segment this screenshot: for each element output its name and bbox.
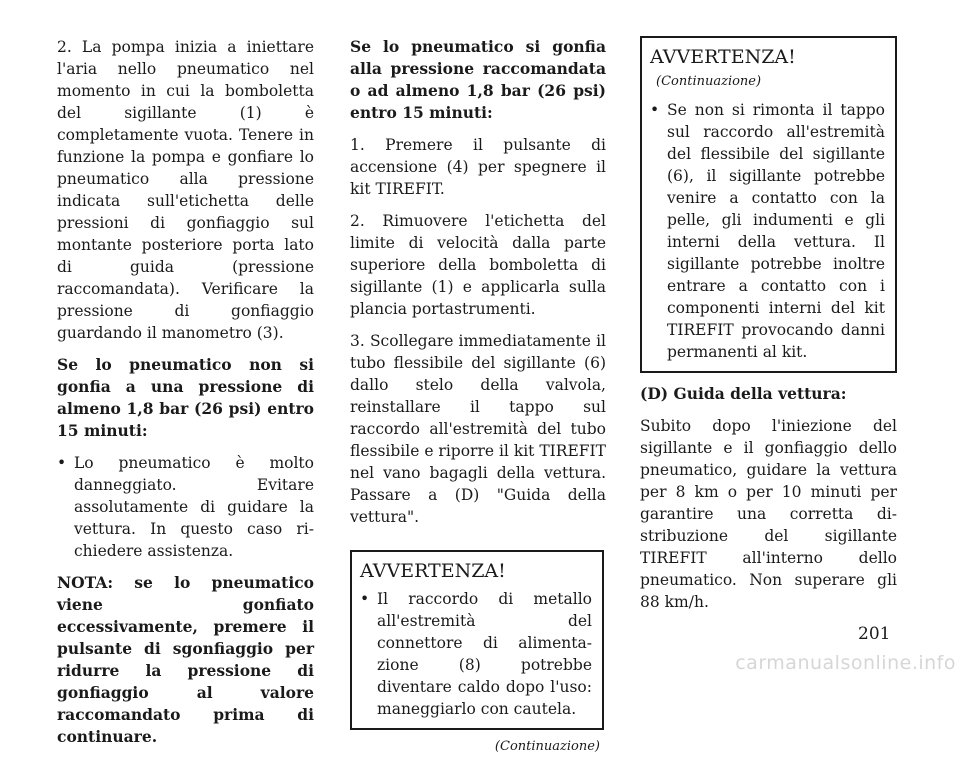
bullet-list [57, 452, 314, 562]
warning-box-continued [640, 36, 897, 373]
warning-bullets-continued [650, 99, 885, 363]
heading-inflating-ok: Se lo pneumatico si gonfia alla pressione raccomandata o ad almeno 1,8 bar (26 psi) entro 15 minuti: [350, 37, 606, 122]
warning-bullet-cap: • Se non si rimonta il tappo sul raccordo all'estremità del flessibile del sigillante (6), il sigillante potrebbe venire a contatto con la pelle, gli indumenti e gli interni della vettura. Il sigillante potrebbe inoltre entrare a contatto con i componenti interni del kit TIREFIT provocando danni permanenti al kit. [650, 99, 885, 363]
continuation-note: (Continuazione) [494, 739, 600, 754]
column-right [640, 36, 897, 623]
warning-title-continued [650, 46, 885, 93]
warning-box [350, 550, 604, 730]
warning-continued-label: (Continuazione) [656, 74, 762, 89]
bullet-item-damaged-tire: • Lo pneumatico è molto danneggiato. Evitare assolutamente di guidare la vettura. In questo caso richiedere assistenza. [57, 452, 314, 562]
column-middle [350, 36, 606, 758]
heading-not-inflating: Se lo pneumatico non si gonfia a una pressione di almeno 1,8 bar (26 psi) entro 15 minuti: [57, 355, 314, 440]
page-number: 201 [858, 624, 891, 644]
heading-driving: (D) Guida della vettura: [640, 384, 847, 403]
step-1: 1. Premere il pulsante di accensione (4) per spegnere il kit TIREFIT. [350, 136, 606, 198]
step-2: 2. Rimuovere l'etichetta del limite di velocità dalla parte superiore della bomboletta di sigillante (1) e applicarla sulla plancia portastrumenti. [350, 212, 606, 318]
note-overinflated: NOTA: se lo pneumatico viene gonfiato eccessivamente, premere il pulsante di sgonfiaggio per ridurre la pressione di gonfiaggio al valore raccomandato prima di continuare. [57, 573, 314, 746]
warning-title-text: AVVERTENZA! [650, 46, 796, 68]
paragraph-driving: Subito dopo l'iniezione del sigillante e il gonfiaggio dello pneumatico, guidare la vettura per 8 km o per 10 minuti per garantire una corretta distribuzione del sigillante TIREFIT all'interno dello pneumatico. Non superare gli 88 km/h. [640, 417, 897, 611]
warning-bullet-hot-fitting: • Il raccordo di metallo all'estremità del connettore di alimentazione (8) potrebbe diventare caldo dopo l'uso: maneggiarlo con cautela. [360, 588, 592, 720]
step-3: 3. Scollegare immediatamente il tubo flessibile del sigillante (6) dallo stelo della valvola, reinstallare il tappo sul raccordo all'estremità del tubo flessibile e riporre il kit TIREFIT nel vano bagagli della vettura. Passare a (D) "Guida della vettura". [350, 332, 606, 526]
column-left [57, 36, 314, 758]
watermark: carmanualsonline.info [735, 652, 956, 674]
warning-title: AVVERTENZA! [360, 560, 506, 582]
paragraph-pump-start: 2. La pompa inizia a iniettare l'aria nello pneumatico nel momento in cui la bomboletta del sigillante (1) è completamente vuota. Tenere in funzione la pompa e gonfiare lo pneumatico alla pressione indicata sull'etichetta delle pressioni di gonfiaggio sul montante posteriore porta lato di guida (pressione raccomandata). Verificare la pressione di gonfiaggio guardando il manometro (3). [57, 38, 314, 342]
